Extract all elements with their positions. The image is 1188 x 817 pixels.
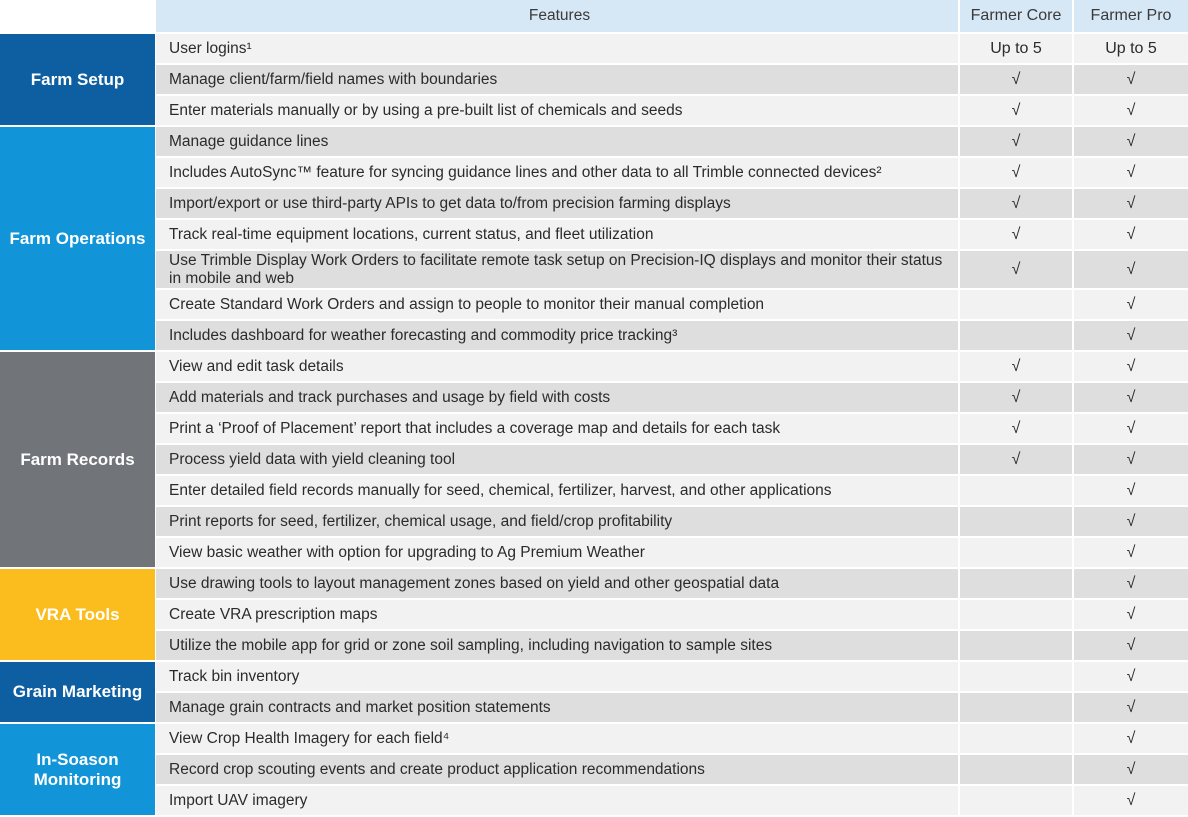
table-row (0, 569, 1188, 600)
feature-cell: Utilize the mobile app for grid or zone soil sampling, including navigation to sample sites (155, 631, 958, 662)
feature-cell: Add materials and track purchases and usage by field with costs (155, 383, 958, 414)
farmer-pro-value: √ (1072, 600, 1188, 631)
table-row (0, 600, 1188, 631)
feature-cell: Create Standard Work Orders and assign to people to monitor their manual completion (155, 290, 958, 321)
feature-cell: Import/export or use third-party APIs to get data to/from precision farming displays (155, 189, 958, 220)
farmer-core-value (958, 724, 1072, 755)
farmer-pro-value: √ (1072, 414, 1188, 445)
feature-cell: Track real-time equipment locations, current status, and fleet utilization (155, 220, 958, 251)
table-body (0, 34, 1188, 817)
farmer-pro-value: √ (1072, 693, 1188, 724)
farmer-pro-value: √ (1072, 65, 1188, 96)
farmer-pro-value: √ (1072, 127, 1188, 158)
feature-cell: Process yield data with yield cleaning tool (155, 445, 958, 476)
table-row (0, 476, 1188, 507)
farmer-core-value: √ (958, 414, 1072, 445)
feature-cell: Print reports for seed, fertilizer, chemical usage, and field/crop profitability (155, 507, 958, 538)
feature-cell: View basic weather with option for upgrading to Ag Premium Weather (155, 538, 958, 569)
farmer-pro-value: √ (1072, 538, 1188, 569)
feature-cell: Manage client/farm/field names with boundaries (155, 65, 958, 96)
table-row (0, 251, 1188, 290)
farmer-pro-column-header: Farmer Pro (1072, 0, 1188, 34)
table-row (0, 290, 1188, 321)
farmer-pro-value: √ (1072, 662, 1188, 693)
farmer-core-value (958, 569, 1072, 600)
farmer-pro-value: √ (1072, 290, 1188, 321)
farmer-core-value: Up to 5 (958, 34, 1072, 65)
farmer-core-value: √ (958, 158, 1072, 189)
farmer-core-value: √ (958, 445, 1072, 476)
feature-cell: Manage grain contracts and market position statements (155, 693, 958, 724)
farmer-core-value (958, 755, 1072, 786)
feature-cell: Use drawing tools to layout management zones based on yield and other geospatial data (155, 569, 958, 600)
farmer-pro-value: √ (1072, 220, 1188, 251)
feature-cell: User logins¹ (155, 34, 958, 65)
farmer-core-value (958, 693, 1072, 724)
farmer-pro-value: √ (1072, 569, 1188, 600)
table-row (0, 65, 1188, 96)
farmer-core-value (958, 600, 1072, 631)
farmer-pro-value: √ (1072, 786, 1188, 817)
farmer-core-value: √ (958, 65, 1072, 96)
table-row (0, 445, 1188, 476)
feature-cell: Enter materials manually or by using a pre-built list of chemicals and seeds (155, 96, 958, 127)
feature-cell: Track bin inventory (155, 662, 958, 693)
farmer-pro-value: √ (1072, 251, 1188, 290)
table-row (0, 662, 1188, 693)
feature-cell: Includes AutoSync™ feature for syncing guidance lines and other data to all Trimble connected devices² (155, 158, 958, 189)
feature-cell: Create VRA prescription maps (155, 600, 958, 631)
table-row (0, 220, 1188, 251)
table-row (0, 786, 1188, 817)
feature-cell: Import UAV imagery (155, 786, 958, 817)
farmer-pro-value: √ (1072, 445, 1188, 476)
farmer-core-value (958, 507, 1072, 538)
category-cell: Grain Marketing (0, 662, 155, 724)
farmer-pro-value: Up to 5 (1072, 34, 1188, 65)
category-cell: Farm Setup (0, 34, 155, 127)
farmer-core-value: √ (958, 127, 1072, 158)
table-row (0, 693, 1188, 724)
farmer-pro-value: √ (1072, 352, 1188, 383)
table-row (0, 352, 1188, 383)
table-row (0, 127, 1188, 158)
feature-cell: View Crop Health Imagery for each field⁴ (155, 724, 958, 755)
farmer-pro-value: √ (1072, 724, 1188, 755)
features-column-header: Features (155, 0, 958, 34)
farmer-core-value (958, 662, 1072, 693)
farmer-pro-value: √ (1072, 96, 1188, 127)
table-row (0, 321, 1188, 352)
table-row (0, 383, 1188, 414)
feature-cell: Use Trimble Display Work Orders to facilitate remote task setup on Precision-IQ displays and monitor their status in mobile and web (155, 251, 958, 290)
farmer-core-value: √ (958, 383, 1072, 414)
farmer-core-value (958, 321, 1072, 352)
farmer-core-value (958, 290, 1072, 321)
table-row (0, 96, 1188, 127)
table-row (0, 189, 1188, 220)
table-row (0, 414, 1188, 445)
farmer-core-value: √ (958, 251, 1072, 290)
farmer-core-value: √ (958, 352, 1072, 383)
table-row (0, 34, 1188, 65)
farmer-core-value (958, 476, 1072, 507)
farmer-pro-value: √ (1072, 507, 1188, 538)
table-row (0, 158, 1188, 189)
category-cell: VRA Tools (0, 569, 155, 662)
farmer-core-value (958, 631, 1072, 662)
farmer-pro-value: √ (1072, 383, 1188, 414)
table-row (0, 538, 1188, 569)
feature-cell: View and edit task details (155, 352, 958, 383)
farmer-core-value: √ (958, 220, 1072, 251)
farmer-core-value (958, 538, 1072, 569)
farmer-pro-value: √ (1072, 321, 1188, 352)
table-row (0, 755, 1188, 786)
feature-cell: Enter detailed field records manually for seed, chemical, fertilizer, harvest, and other applications (155, 476, 958, 507)
farmer-pro-value: √ (1072, 755, 1188, 786)
category-cell: In-Soason Monitoring (0, 724, 155, 817)
farmer-core-value: √ (958, 189, 1072, 220)
feature-cell: Record crop scouting events and create product application recommendations (155, 755, 958, 786)
farmer-pro-value: √ (1072, 631, 1188, 662)
farmer-pro-value: √ (1072, 476, 1188, 507)
farmer-core-value (958, 786, 1072, 817)
table-row (0, 631, 1188, 662)
category-cell: Farm Records (0, 352, 155, 569)
farmer-core-column-header: Farmer Core (958, 0, 1072, 34)
header-spacer (0, 0, 155, 34)
table-header-row (0, 0, 1188, 34)
category-cell: Farm Operations (0, 127, 155, 352)
feature-cell: Print a ‘Proof of Placement’ report that includes a coverage map and details for each task (155, 414, 958, 445)
farmer-pro-value: √ (1072, 158, 1188, 189)
farmer-pro-value: √ (1072, 189, 1188, 220)
feature-cell: Includes dashboard for weather forecasting and commodity price tracking³ (155, 321, 958, 352)
table-row (0, 507, 1188, 538)
farmer-core-value: √ (958, 96, 1072, 127)
feature-cell: Manage guidance lines (155, 127, 958, 158)
table-row (0, 724, 1188, 755)
